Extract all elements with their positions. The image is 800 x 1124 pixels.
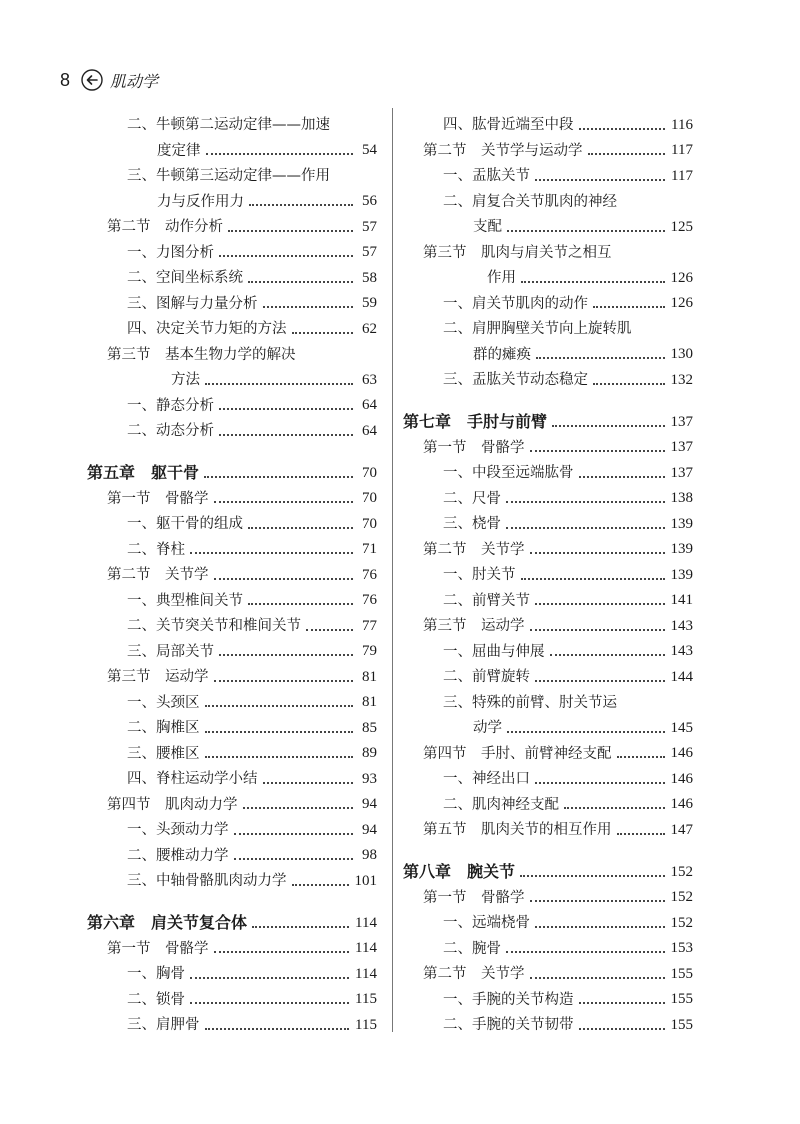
toc-entry-page: 114 <box>355 914 377 931</box>
dot-leader <box>617 755 665 758</box>
toc-entry-page: 59 <box>362 295 377 311</box>
toc-item-entry[interactable] <box>403 1007 693 1033</box>
toc-entry-title: 第二节 动作分析 <box>107 220 226 235</box>
toc-entry-page: 137 <box>670 464 693 481</box>
toc-entry-title: 二、前臂关节 <box>443 594 533 609</box>
toc-item-entry[interactable] <box>87 608 377 634</box>
toc-entry-title: 一、头颈区 <box>127 696 203 711</box>
toc-entry-title: 二、空间坐标系统 <box>127 271 246 286</box>
dot-leader <box>535 602 665 605</box>
toc-entry-title: 三、中轴骨骼肌肉动力学 <box>127 874 290 889</box>
toc-item-entry[interactable] <box>403 311 693 337</box>
dot-leader <box>530 628 665 631</box>
toc-entry-title: 三、特殊的前臂、肘关节运 <box>443 696 620 711</box>
toc-entry-title: 一、静态分析 <box>127 399 217 414</box>
toc-item-entry[interactable] <box>403 286 693 312</box>
toc-section-entry[interactable] <box>87 931 377 957</box>
dot-leader <box>520 874 664 877</box>
dot-leader <box>535 925 665 928</box>
dot-leader <box>535 679 665 682</box>
toc-entry-title: 二、肌肉神经支配 <box>443 798 562 813</box>
toc-item-entry[interactable] <box>87 1007 377 1033</box>
toc-entry-page: 70 <box>362 490 377 506</box>
dot-leader <box>248 280 353 283</box>
toc-section-entry[interactable] <box>403 235 693 261</box>
dot-leader <box>228 229 353 232</box>
toc-item-entry[interactable] <box>403 455 693 481</box>
toc-entry-title: 三、局部关节 <box>127 645 217 660</box>
toc-entry-title: 一、盂肱关节 <box>443 169 533 184</box>
dot-leader <box>190 1001 349 1004</box>
toc-item-entry[interactable] <box>403 184 693 210</box>
toc-entry-page: 94 <box>362 821 377 838</box>
toc-entry-title: 第三节 运动学 <box>423 619 528 634</box>
dot-leader <box>579 475 665 478</box>
toc-entry-title: 三、牛顿第三运动定律——作用 <box>127 169 333 184</box>
toc-entry-page: 152 <box>670 914 693 931</box>
dot-leader <box>588 152 666 155</box>
toc-entry-page: 117 <box>671 167 693 184</box>
toc-entry-page: 64 <box>362 422 377 439</box>
dot-leader <box>248 602 353 605</box>
toc-entry-page: 115 <box>355 1016 377 1033</box>
dot-leader <box>206 152 354 155</box>
dot-leader <box>564 806 665 809</box>
dot-leader <box>243 806 354 809</box>
dot-leader <box>190 551 353 554</box>
toc-item-entry[interactable] <box>87 838 377 864</box>
toc-item-entry[interactable] <box>403 685 693 711</box>
toc-entry-page: 137 <box>670 439 693 455</box>
dot-leader <box>214 577 354 580</box>
toc-entry-page: 143 <box>670 617 693 634</box>
toc-entry-title: 第四节 手肘、前臂神经支配 <box>423 747 615 762</box>
dot-leader <box>506 950 665 953</box>
toc-entry-page: 141 <box>670 592 693 608</box>
toc-item-entry[interactable] <box>87 685 377 711</box>
toc-entry-title: 三、图解与力量分析 <box>127 297 261 312</box>
dot-leader <box>263 305 354 308</box>
dot-leader <box>214 679 354 682</box>
toc-entry-page: 77 <box>362 617 377 634</box>
toc-entry-title: 第五章 躯干骨 <box>87 465 202 481</box>
toc-entry-title: 第二节 关节学 <box>107 568 212 583</box>
toc-item-entry[interactable] <box>403 506 693 532</box>
toc-item-entry[interactable] <box>87 812 377 838</box>
toc-entry-page: 145 <box>670 719 693 736</box>
dot-leader <box>214 500 354 503</box>
toc-entry-title: 二、动态分析 <box>127 424 217 439</box>
toc-entry-page: 94 <box>362 796 377 812</box>
toc-entry-title: 一、远端桡骨 <box>443 916 533 931</box>
toc-entry-title: 二、尺骨 <box>443 492 504 507</box>
toc-item-entry[interactable] <box>403 481 693 507</box>
dot-leader <box>530 551 665 554</box>
toc-section-entry[interactable] <box>87 481 377 507</box>
toc-item-entry[interactable] <box>87 956 377 982</box>
toc-entry-title: 二、牛顿第二运动定律——加速 <box>127 118 333 133</box>
toc-entry-title: 第三节 基本生物力学的解决 <box>107 348 299 363</box>
toc-entry-title: 二、肩胛胸壁关节向上旋转肌 <box>443 322 635 337</box>
toc-entry-title: 二、胸椎区 <box>127 721 203 736</box>
toc-entry-title: 一、胸骨 <box>127 967 188 982</box>
toc-entry-title: 第二节 关节学 <box>423 967 528 982</box>
toc-entry-page: 114 <box>355 965 377 982</box>
toc-chapter-entry[interactable] <box>403 838 693 880</box>
toc-entry-page: 139 <box>670 541 693 557</box>
toc-item-entry[interactable] <box>87 736 377 762</box>
toc-item-entry[interactable] <box>403 710 693 736</box>
dot-leader <box>550 653 665 656</box>
toc-entry-title: 四、脊柱运动学小结 <box>127 772 261 787</box>
toc-entry-page: 63 <box>362 371 377 388</box>
toc-entry-page: 117 <box>671 142 693 158</box>
toc-item-entry[interactable] <box>87 107 377 133</box>
toc-section-entry[interactable] <box>403 812 693 838</box>
dot-leader <box>204 475 353 478</box>
toc-section-entry[interactable] <box>403 133 693 159</box>
toc-entry-title: 一、力图分析 <box>127 246 217 261</box>
dot-leader <box>506 500 665 503</box>
toc-entry-page: 54 <box>362 142 377 158</box>
toc-item-entry[interactable] <box>87 634 377 660</box>
toc-entry-title: 一、屈曲与伸展 <box>443 645 548 660</box>
toc-entry-page: 93 <box>362 770 377 787</box>
toc-entry-title: 三、桡骨 <box>443 517 504 532</box>
toc-entry-title: 二、关节突关节和椎间关节 <box>127 619 304 634</box>
toc-left-column <box>87 107 377 1033</box>
dot-leader <box>507 229 665 232</box>
toc-entry-page: 143 <box>670 643 693 659</box>
toc-item-entry[interactable] <box>87 235 377 261</box>
page-number: 8 <box>60 69 71 90</box>
toc-item-entry[interactable] <box>403 583 693 609</box>
dot-leader <box>234 857 354 860</box>
toc-entry-title: 第三节 肌肉与肩关节之相互 <box>423 246 615 261</box>
toc-entry-title: 度定律 <box>157 144 204 159</box>
toc-entry-page: 155 <box>670 965 693 982</box>
toc-entry-page: 146 <box>670 770 693 787</box>
dot-leader <box>530 976 665 979</box>
toc-entry-page: 81 <box>362 668 377 685</box>
toc-entry-page: 155 <box>670 1016 693 1033</box>
toc-entry-title: 一、中段至远端肱骨 <box>443 466 577 481</box>
toc-entry-title: 第八章 腕关节 <box>403 864 518 880</box>
toc-item-entry[interactable] <box>87 761 377 787</box>
toc-section-entry[interactable] <box>87 337 377 363</box>
dot-leader <box>617 832 665 835</box>
toc-entry-page: 57 <box>362 244 377 260</box>
toc-item-entry[interactable] <box>87 710 377 736</box>
toc-entry-title: 四、决定关节力矩的方法 <box>127 322 290 337</box>
dot-leader <box>535 178 665 181</box>
toc-entry-title: 一、肘关节 <box>443 568 519 583</box>
column-divider <box>392 108 393 1032</box>
toc-entry-page: 116 <box>671 116 693 133</box>
toc-item-entry[interactable] <box>87 311 377 337</box>
toc-entry-title: 第二节 关节学 <box>423 543 528 558</box>
dot-leader <box>248 526 353 529</box>
dot-leader <box>530 899 665 902</box>
toc-entry-title: 群的瘫痪 <box>473 348 534 363</box>
toc-entry-page: 138 <box>670 490 693 506</box>
toc-entry-page: 98 <box>362 847 377 863</box>
toc-entry-page: 125 <box>670 218 693 235</box>
toc-entry-page: 130 <box>670 346 693 362</box>
dot-leader <box>536 356 665 359</box>
toc-entry-title: 一、典型椎间关节 <box>127 594 246 609</box>
toc-item-entry[interactable] <box>403 659 693 685</box>
toc-entry-title: 一、肩关节肌肉的动作 <box>443 297 591 312</box>
toc-entry-title: 一、神经出口 <box>443 772 533 787</box>
dot-leader <box>292 883 349 886</box>
book-title: 肌动学 <box>110 71 159 91</box>
toc-entry-title: 第一节 骨骼学 <box>423 891 528 906</box>
toc-entry-title: 三、盂肱关节动态稳定 <box>443 373 591 388</box>
dot-leader <box>263 781 354 784</box>
dot-leader <box>530 449 665 452</box>
toc-entry-page: 115 <box>355 991 377 1007</box>
toc-entry-page: 152 <box>670 889 693 905</box>
toc-item-entry[interactable] <box>403 982 693 1008</box>
dot-leader <box>579 1027 665 1030</box>
toc-entry-title: 力与反作用力 <box>157 195 247 210</box>
toc-section-entry[interactable] <box>87 209 377 235</box>
toc-entry-title: 第一节 骨骼学 <box>107 942 212 957</box>
toc-entry-page: 81 <box>362 694 377 710</box>
toc-entry-title: 一、躯干骨的组成 <box>127 517 246 532</box>
toc-chapter-entry[interactable] <box>403 388 693 430</box>
toc-entry-title: 二、锁骨 <box>127 993 188 1008</box>
toc-entry-page: 101 <box>354 872 377 889</box>
toc-section-entry[interactable] <box>87 659 377 685</box>
dot-leader <box>306 628 353 631</box>
toc-entry-page: 71 <box>362 541 377 557</box>
toc-entry-title: 作用 <box>487 271 519 286</box>
toc-entry-page: 155 <box>670 991 693 1007</box>
toc-item-entry[interactable] <box>403 362 693 388</box>
dot-leader <box>219 407 353 410</box>
dot-leader <box>205 755 354 758</box>
toc-entry-page: 132 <box>670 371 693 388</box>
toc-item-entry[interactable] <box>87 506 377 532</box>
toc-entry-page: 76 <box>362 566 377 583</box>
toc-item-entry[interactable] <box>87 388 377 414</box>
toc-entry-page: 58 <box>362 269 377 286</box>
dot-leader <box>292 331 354 334</box>
page-header <box>60 66 158 94</box>
toc-item-entry[interactable] <box>403 761 693 787</box>
toc-entry-title: 三、腰椎区 <box>127 747 203 762</box>
toc-section-entry[interactable] <box>87 787 377 813</box>
dot-leader <box>593 382 665 385</box>
dot-leader <box>507 730 665 733</box>
toc-entry-page: 139 <box>670 515 693 532</box>
toc-item-entry[interactable] <box>403 337 693 363</box>
back-arrow-icon <box>80 68 104 92</box>
toc-item-entry[interactable] <box>87 583 377 609</box>
toc-right-column <box>403 107 693 1033</box>
toc-item-entry[interactable] <box>87 863 377 889</box>
toc-item-entry[interactable] <box>403 905 693 931</box>
toc-section-entry[interactable] <box>403 430 693 456</box>
toc-chapter-entry[interactable] <box>87 889 377 931</box>
toc-entry-title: 二、手腕的关节韧带 <box>443 1018 577 1033</box>
toc-entry-title: 二、前臂旋转 <box>443 670 533 685</box>
toc-entry-title: 四、肱骨近端至中段 <box>443 118 577 133</box>
toc-entry-title: 一、手腕的关节构造 <box>443 993 577 1008</box>
toc-entry-page: 56 <box>362 193 377 209</box>
toc-item-entry[interactable] <box>87 286 377 312</box>
toc-entry-page: 64 <box>362 397 377 413</box>
toc-entry-page: 139 <box>670 566 693 583</box>
toc-entry-page: 126 <box>670 269 693 286</box>
toc-chapter-entry[interactable] <box>87 439 377 481</box>
toc-item-entry[interactable] <box>403 557 693 583</box>
toc-entry-title: 方法 <box>171 373 203 388</box>
toc-entry-page: 146 <box>670 745 693 761</box>
toc-section-entry[interactable] <box>87 362 377 388</box>
dot-leader <box>521 577 665 580</box>
dot-leader <box>535 781 665 784</box>
toc-entry-title: 二、脊柱 <box>127 543 188 558</box>
toc-item-entry[interactable] <box>87 982 377 1008</box>
dot-leader <box>205 382 353 385</box>
dot-leader <box>219 653 353 656</box>
toc-entry-page: 147 <box>670 821 693 838</box>
toc-section-entry[interactable] <box>403 880 693 906</box>
toc-entry-page: 114 <box>355 940 377 956</box>
toc-item-entry[interactable] <box>403 787 693 813</box>
dot-leader <box>249 203 353 206</box>
toc-entry-page: 62 <box>362 320 377 337</box>
toc-entry-title: 二、肩复合关节肌肉的神经 <box>443 195 620 210</box>
toc-entry-title: 第七章 手肘与前臂 <box>403 414 550 430</box>
toc-section-entry[interactable] <box>403 736 693 762</box>
toc-entry-page: 57 <box>362 218 377 235</box>
toc-entry-page: 137 <box>670 413 693 430</box>
toc-entry-page: 144 <box>670 668 693 685</box>
toc-entry-title: 支配 <box>473 220 505 235</box>
toc-section-entry[interactable] <box>87 557 377 583</box>
toc-entry-title: 第一节 骨骼学 <box>107 492 212 507</box>
toc-entry-title: 一、头颈动力学 <box>127 823 232 838</box>
dot-leader <box>205 1027 350 1030</box>
toc-entry-title: 第六章 肩关节复合体 <box>87 915 250 931</box>
dot-leader <box>214 950 350 953</box>
toc-item-entry[interactable] <box>403 107 693 133</box>
dot-leader <box>506 526 665 529</box>
toc-entry-title: 第二节 关节学与运动学 <box>423 144 586 159</box>
toc-item-entry[interactable] <box>403 158 693 184</box>
toc-entry-page: 79 <box>362 643 377 659</box>
dot-leader <box>219 433 353 436</box>
toc-entry-page: 70 <box>362 515 377 532</box>
dot-leader <box>205 730 354 733</box>
toc-item-entry[interactable] <box>87 413 377 439</box>
toc-entry-title: 动学 <box>473 721 505 736</box>
toc-entry-page: 76 <box>362 592 377 608</box>
dot-leader <box>219 254 353 257</box>
toc-section-entry[interactable] <box>403 956 693 982</box>
toc-section-entry[interactable] <box>403 532 693 558</box>
toc-entry-page: 146 <box>670 796 693 812</box>
toc-entry-title: 二、腕骨 <box>443 942 504 957</box>
toc-item-entry[interactable] <box>403 209 693 235</box>
dot-leader <box>190 976 349 979</box>
toc-section-entry[interactable] <box>403 608 693 634</box>
dot-leader <box>205 704 354 707</box>
toc-item-entry[interactable] <box>87 532 377 558</box>
toc-item-entry[interactable] <box>403 634 693 660</box>
toc-entry-title: 第四节 肌肉动力学 <box>107 798 241 813</box>
toc-item-entry[interactable] <box>87 158 377 184</box>
dot-leader <box>593 305 665 308</box>
toc-item-entry[interactable] <box>403 931 693 957</box>
dot-leader <box>579 127 666 130</box>
toc-item-entry[interactable] <box>87 133 377 159</box>
toc-entry-title: 第三节 运动学 <box>107 670 212 685</box>
toc-entry-page: 152 <box>670 863 693 880</box>
dot-leader <box>234 832 354 835</box>
dot-leader <box>252 925 349 928</box>
toc-entry-page: 70 <box>362 464 377 481</box>
toc-entry-page: 85 <box>362 719 377 736</box>
toc-item-entry[interactable] <box>87 184 377 210</box>
toc-entry-title: 三、肩胛骨 <box>127 1018 203 1033</box>
toc-item-entry[interactable] <box>87 260 377 286</box>
toc-entry-title: 第五节 肌肉关节的相互作用 <box>423 823 615 838</box>
toc-entry-page: 153 <box>670 940 693 956</box>
toc-entry-title: 第一节 骨骼学 <box>423 441 528 456</box>
dot-leader <box>552 424 664 427</box>
toc-entry-title: 二、腰椎动力学 <box>127 849 232 864</box>
toc-section-entry[interactable] <box>403 260 693 286</box>
dot-leader <box>579 1001 665 1004</box>
toc-entry-page: 126 <box>670 295 693 311</box>
toc-entry-page: 89 <box>362 745 377 761</box>
dot-leader <box>521 280 665 283</box>
